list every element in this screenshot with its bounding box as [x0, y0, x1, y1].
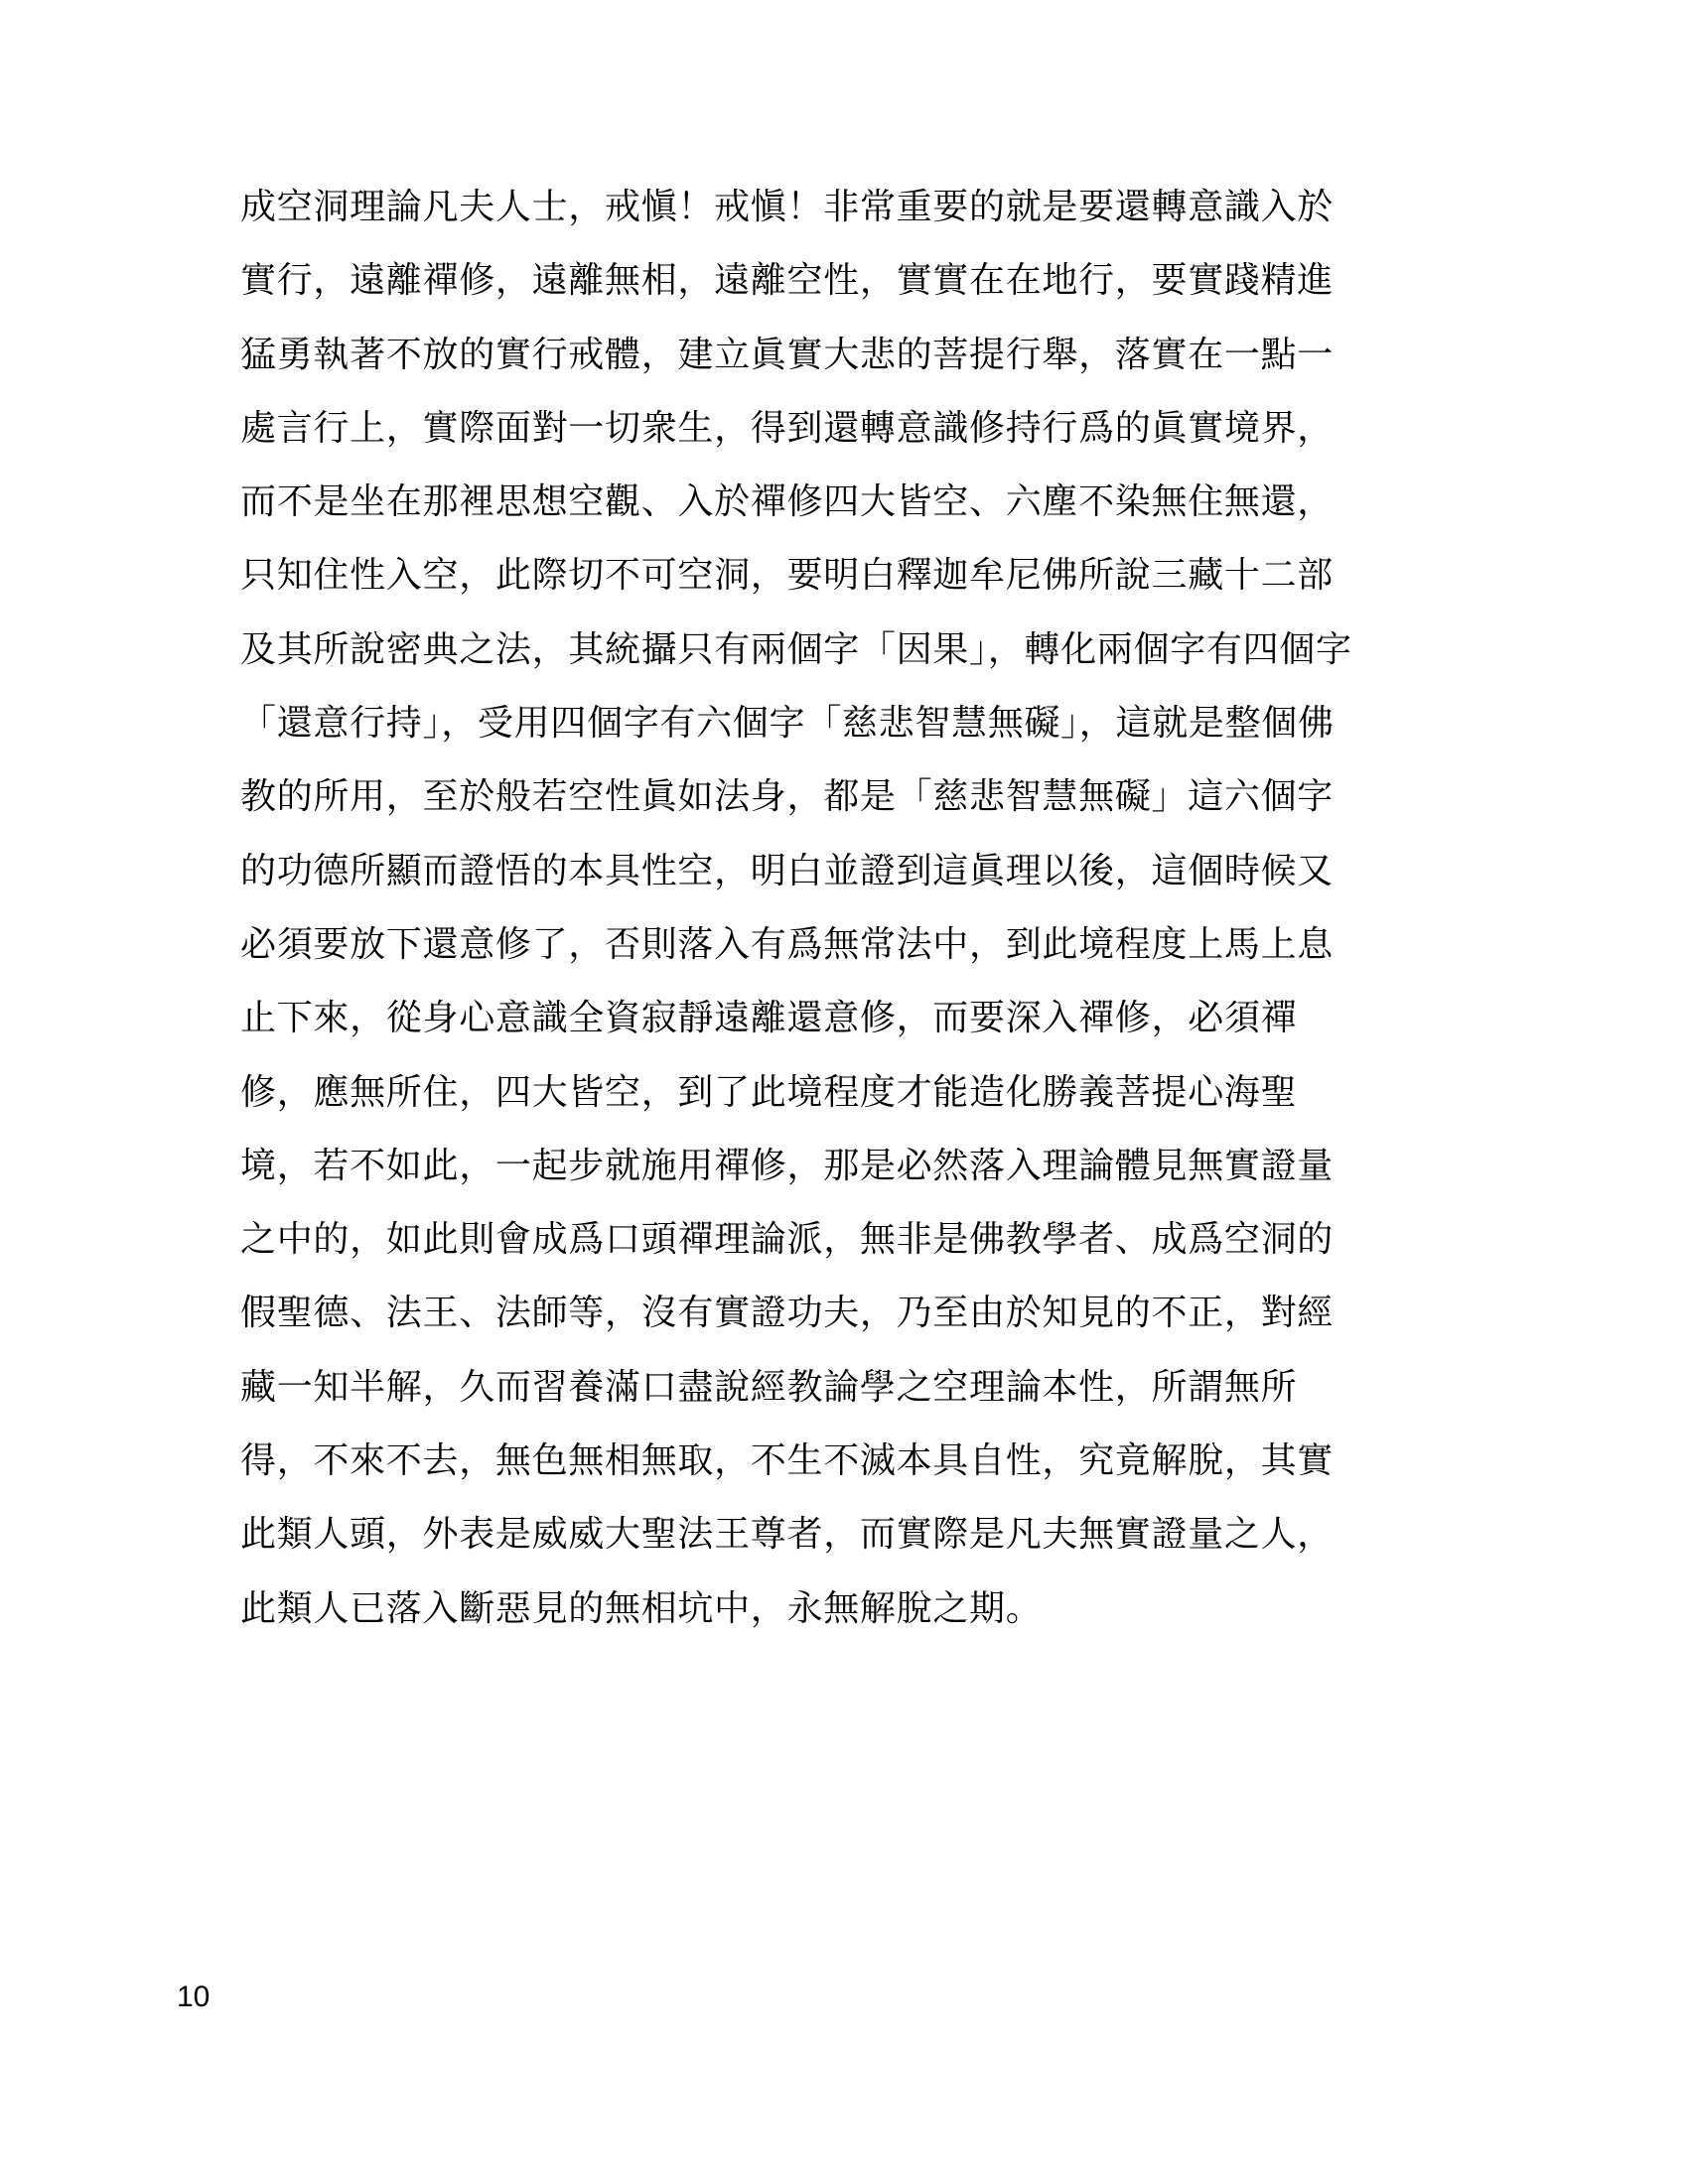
text-line-4: 處言行上，實際面對一切衆生，得到還轉意識修持行爲的眞實境界， — [240, 407, 1335, 449]
text-line-10: 的功德所顯而證悟的本具性空，明白並證到這眞理以後，這個時候又 — [240, 850, 1335, 891]
text-line-14: 境，若不如此，一起步就施用禪修，那是必然落入理論體見無實證量 — [240, 1145, 1335, 1186]
text-line-8: 「還意行持」，受用四個字有六個字「慈悲智慧無礙」，這就是整個佛 — [240, 703, 1335, 745]
text-line-18: 得，不來不去，無色無相無取，不生不滅本具自性，究竟解脫，其實 — [240, 1440, 1335, 1482]
text-line-13: 修，應無所住，四大皆空，到了此境程度才能造化勝義菩提心海聖 — [240, 1071, 1298, 1113]
text-line-11: 必須要放下還意修了，否則落入有爲無常法中，到此境程度上馬上息 — [240, 923, 1335, 965]
page-number: 10 — [177, 1980, 211, 2013]
text-line-16: 假聖德、法王、法師等，沒有實證功夫，乃至由於知見的不正，對經 — [240, 1293, 1335, 1334]
text-line-7: 及其所說密典之法，其統攝只有兩個字「因果」，轉化兩個字有四個字 — [240, 628, 1352, 670]
text-line-6: 只知住性入空，此際切不可空洞，要明白釋迦牟尼佛所說三藏十二部 — [240, 555, 1335, 597]
text-line-2: 實行，遠離禪修，遠離無相，遠離空性，實實在在地行，要實踐精進 — [240, 260, 1335, 302]
text-line-1: 成空洞理論凡夫人士，戒愼！戒愼！非常重要的就是要還轉意識入於 — [240, 187, 1335, 227]
text-line-9: 教的所用，至於般若空性眞如法身，都是「慈悲智慧無礙」這六個字 — [240, 776, 1335, 818]
text-line-3: 猛勇執著不放的實行戒體，建立眞實大悲的菩提行舉，落實在一點一 — [240, 334, 1335, 375]
text-line-15: 之中的，如此則會成爲口頭禪理論派，無非是佛教學者、成爲空洞的 — [240, 1219, 1335, 1261]
text-line-19: 此類人頭，外表是威威大聖法王尊者，而實際是凡夫無實證量之人， — [240, 1514, 1335, 1556]
body-text — [240, 171, 1511, 1646]
text-line-17: 藏一知半解，久而習養滿口盡說經教論學之空理論本性，所謂無所 — [240, 1366, 1298, 1408]
text-line-12: 止下來，從身心意識全資寂靜遠離還意修，而要深入禪修，必須禪 — [240, 998, 1298, 1039]
text-line-5: 而不是坐在那裡思想空觀、入於禪修四大皆空、六塵不染無住無還， — [240, 481, 1335, 523]
text-line-20: 此類人已落入斷惡見的無相坑中，永無解脫之期。 — [240, 1587, 1043, 1629]
